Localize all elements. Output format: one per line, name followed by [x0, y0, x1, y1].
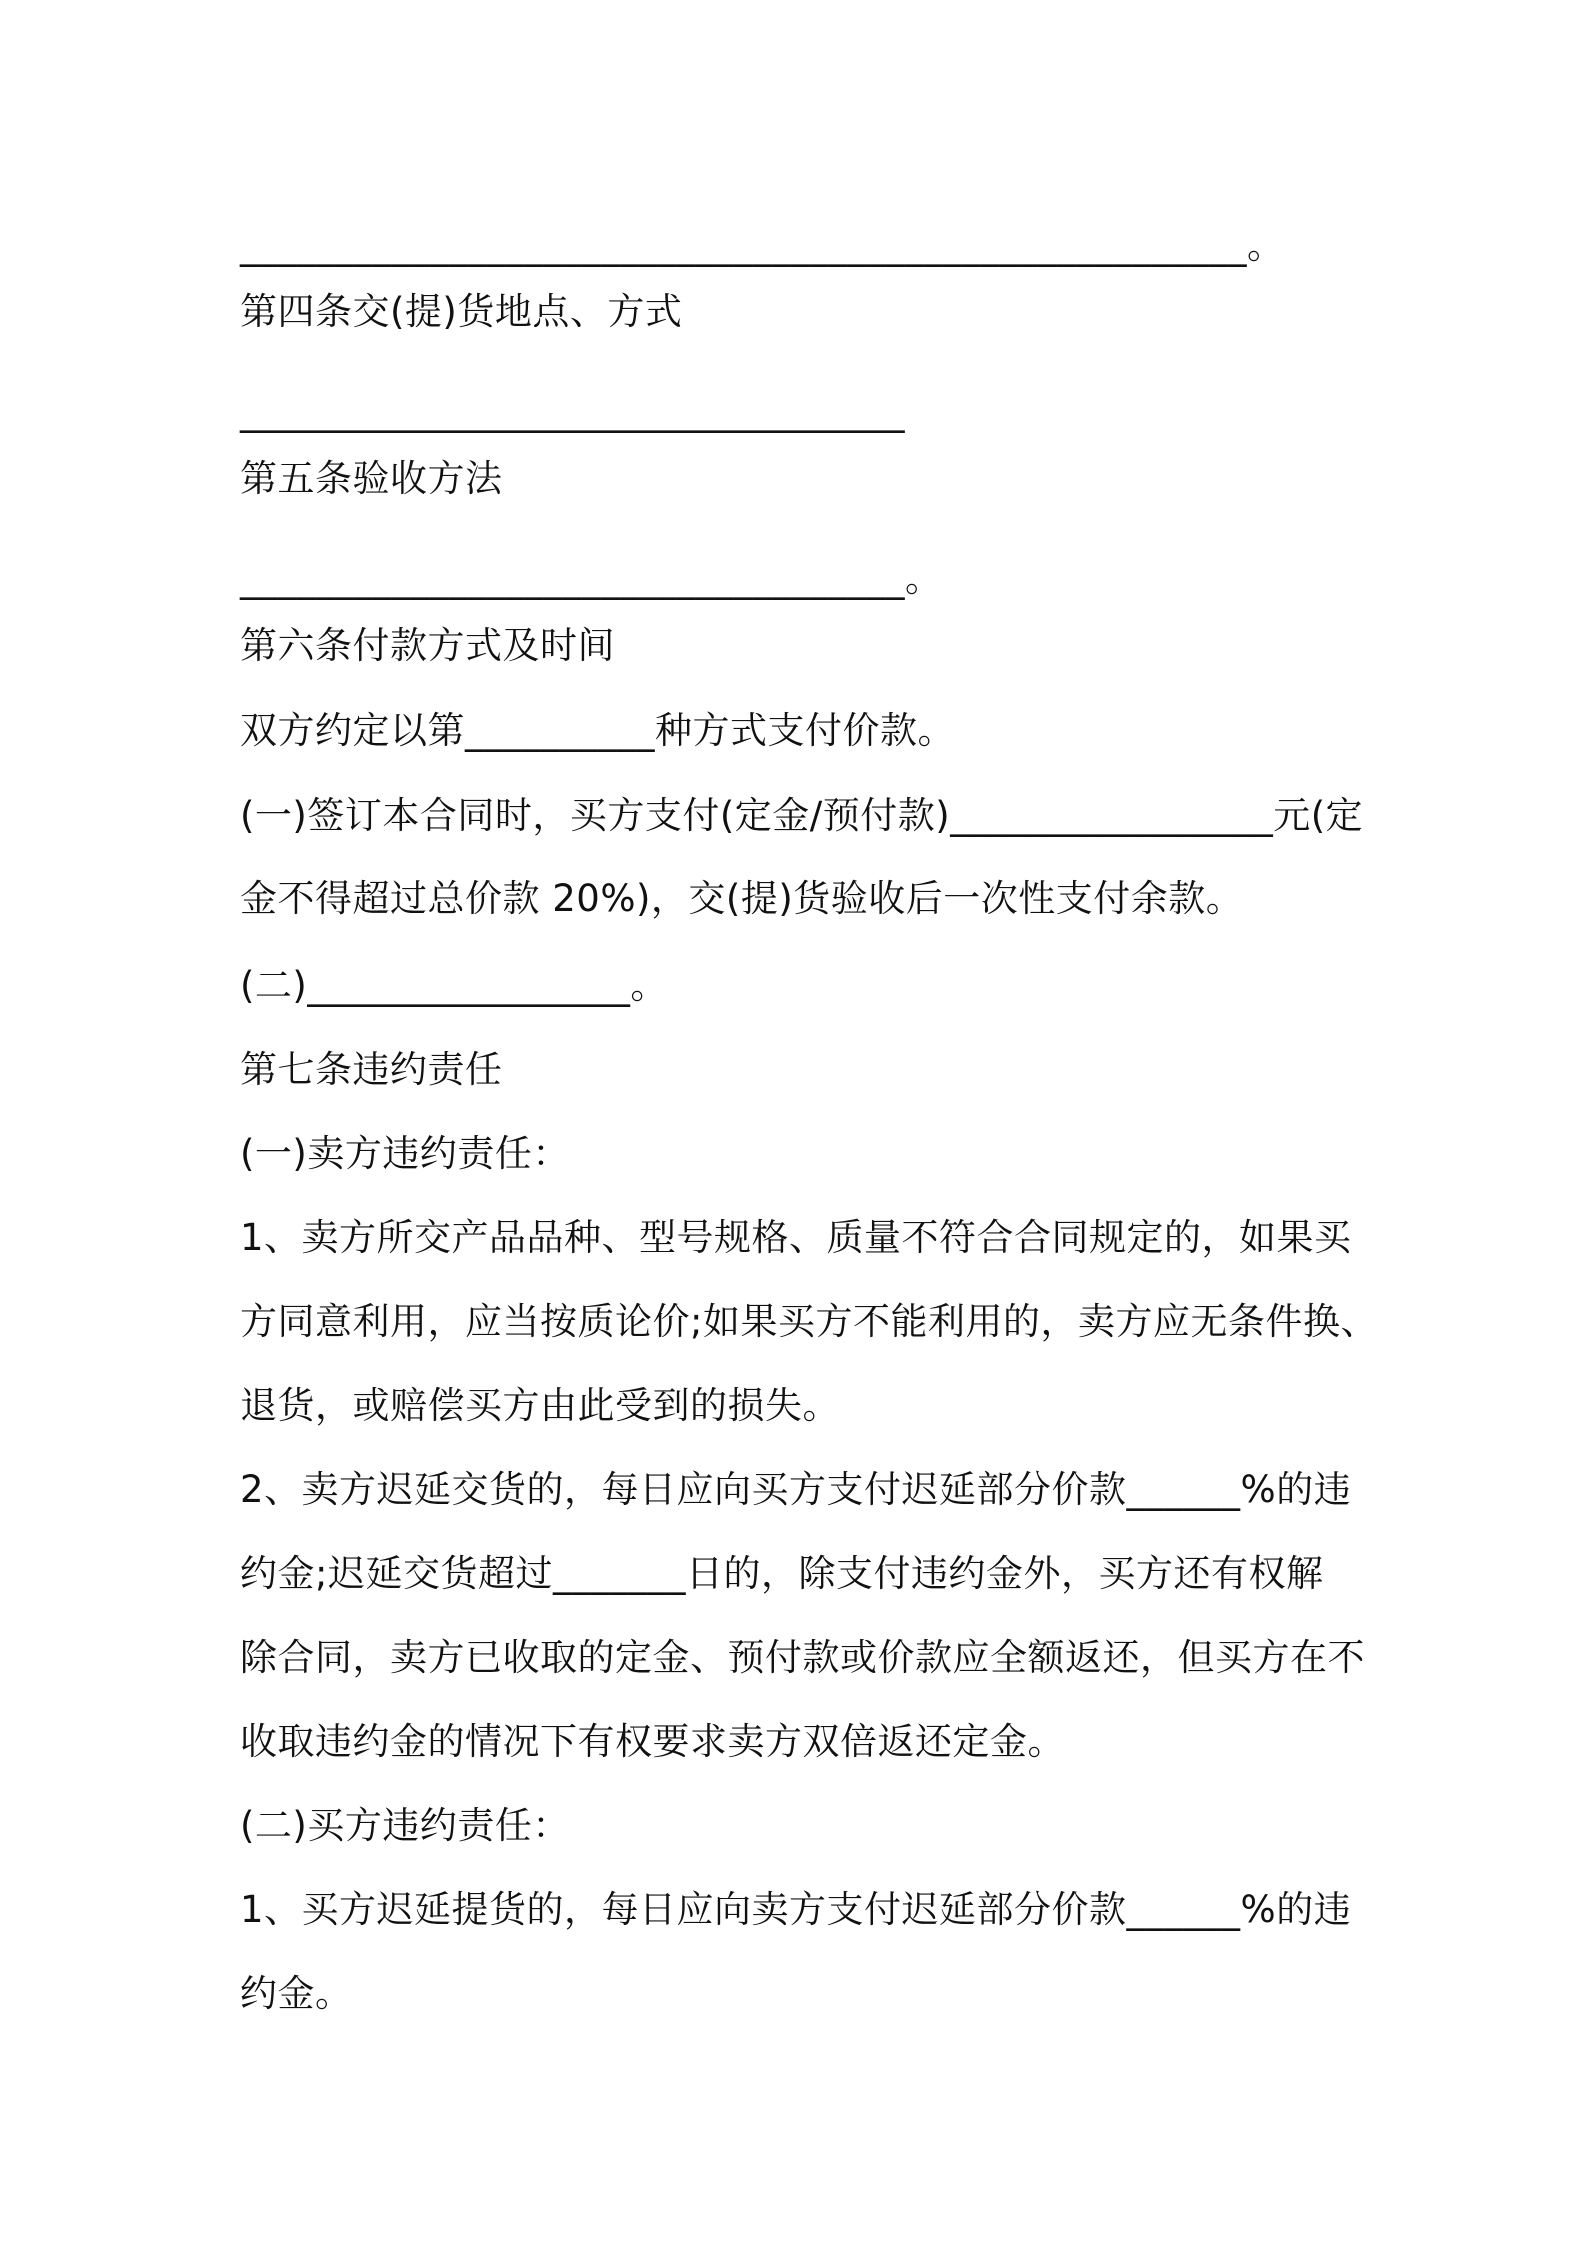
buyer-liability-heading: (二)买方违约责任： — [240, 1804, 570, 1847]
seller-liability-heading: (一)卖方违约责任： — [240, 1132, 570, 1175]
article-4-heading: 第四条交(提)货地点、方式 — [240, 290, 683, 333]
article-5-heading: 第五条验收方法 — [240, 457, 503, 500]
blank-line-article3-end: _____________________________________________________。 — [240, 224, 1285, 267]
seller-clause-2-line-4: 收取违约金的情况下有权要求卖方双倍返还定金。 — [240, 1720, 1065, 1763]
seller-clause-2-line-3: 除合同，卖方已收取的定金、预付款或价款应全额返还，但买方在不 — [240, 1636, 1365, 1679]
seller-clause-1-line-3: 退货，或赔偿买方由此受到的损失。 — [240, 1384, 840, 1427]
payment-clause-1-line-2: 金不得超过总价款 20%)，交(提)货验收后一次性支付余款。 — [240, 877, 1244, 920]
payment-method-clause: 双方约定以第__________种方式支付价款。 — [240, 709, 955, 752]
article-6-heading: 第六条付款方式及时间 — [240, 624, 615, 667]
buyer-clause-1-line-1: 1、买方迟延提货的，每日应向卖方支付迟延部分价款______%的违 — [240, 1888, 1352, 1931]
article-4-blank: ___________________________________ — [240, 390, 905, 433]
article-7-heading: 第七条违约责任 — [240, 1048, 503, 1091]
buyer-clause-1-line-2: 约金。 — [240, 1972, 353, 2015]
article-5-blank: ___________________________________。 — [240, 557, 943, 600]
seller-clause-1-line-1: 1、卖方所交产品品种、型号规格、质量不符合合同规定的，如果买 — [240, 1216, 1352, 1259]
payment-clause-2: (二)_________________。 — [240, 964, 668, 1007]
seller-clause-2-line-1: 2、卖方迟延交货的，每日应向买方支付迟延部分价款______%的违 — [240, 1468, 1352, 1511]
seller-clause-2-line-2: 约金;迟延交货超过_______日的，除支付违约金外，买方还有权解 — [240, 1552, 1324, 1595]
payment-clause-1-line-1: (一)签订本合同时，买方支付(定金/预付款)_________________元(定 — [240, 794, 1364, 837]
seller-clause-1-line-2: 方同意利用，应当按质论价;如果买方不能利用的，卖方应无条件换、 — [240, 1300, 1378, 1343]
